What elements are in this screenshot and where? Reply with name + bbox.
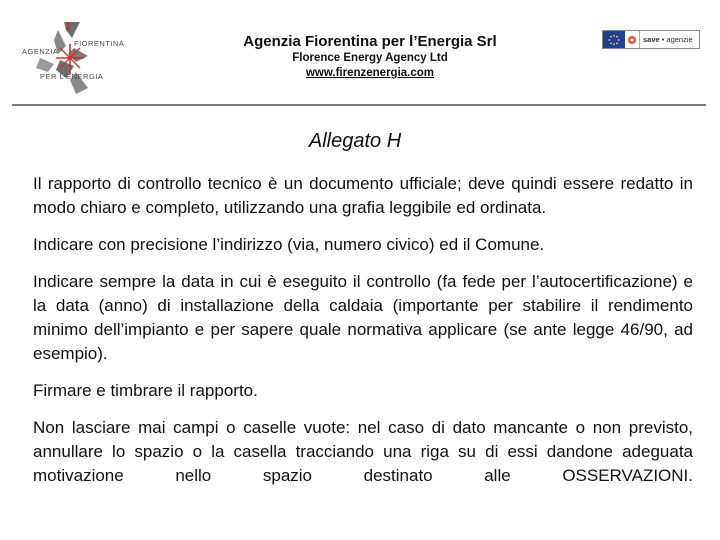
document-body xyxy=(33,172,693,501)
document-header xyxy=(0,0,720,108)
agency-heading xyxy=(170,32,570,80)
eu-flag-icon xyxy=(603,31,625,48)
agency-name: Agenzia Fiorentina per l’Energia Srl xyxy=(243,33,497,50)
paragraph-1: Il rapporto di controllo tecnico è un documento ufficiale; deve quindi essere redatto in modo chiaro e completo, utilizzando una grafia leggibile ed ordinata. xyxy=(33,174,693,217)
paragraph-4: Firmare e timbrare il rapporto. xyxy=(33,381,258,400)
logo-text-agenzia: AGENZIA xyxy=(22,47,59,56)
document-title: Allegato H xyxy=(308,130,402,152)
agency-logo xyxy=(14,18,126,98)
agency-name-english: Florence Energy Agency Ltd xyxy=(292,52,448,64)
paragraph-2: Indicare con precisione l’indirizzo (via, numero civico) ed il Comune. xyxy=(33,235,545,254)
save-brand: save xyxy=(643,35,660,44)
save-mark-icon xyxy=(625,31,639,48)
logo-text-energia: PER L'ENERGIA xyxy=(40,72,104,81)
agency-website-link[interactable]: www.firenzenergia.com xyxy=(305,67,435,79)
paragraph-5: Non lasciare mai campi o caselle vuote: nel caso di dato mancante o non previsto, annullare lo spazio o la casella tracciando una riga su di essi dandone adeguata motivazione nello spazio destinato alle OSSERVAZIONI. xyxy=(33,418,693,485)
logo-text-fiorentina: FIORENTINA xyxy=(74,39,125,48)
agency-logo-icon xyxy=(14,18,126,98)
save-partner-logo xyxy=(602,30,700,49)
save-label xyxy=(639,31,699,48)
save-suffix: • agenzie xyxy=(661,35,693,44)
header-divider xyxy=(12,104,706,106)
paragraph-3: Indicare sempre la data in cui è eseguito il controllo (fa fede per l’autocertificazione) e la data (anno) di installazione della caldaia (importante per stabilire il rendimento minimo dell’impianto e per sapere quale normativa applicare (se ante legge 46/90, ad esempio). xyxy=(33,272,693,363)
